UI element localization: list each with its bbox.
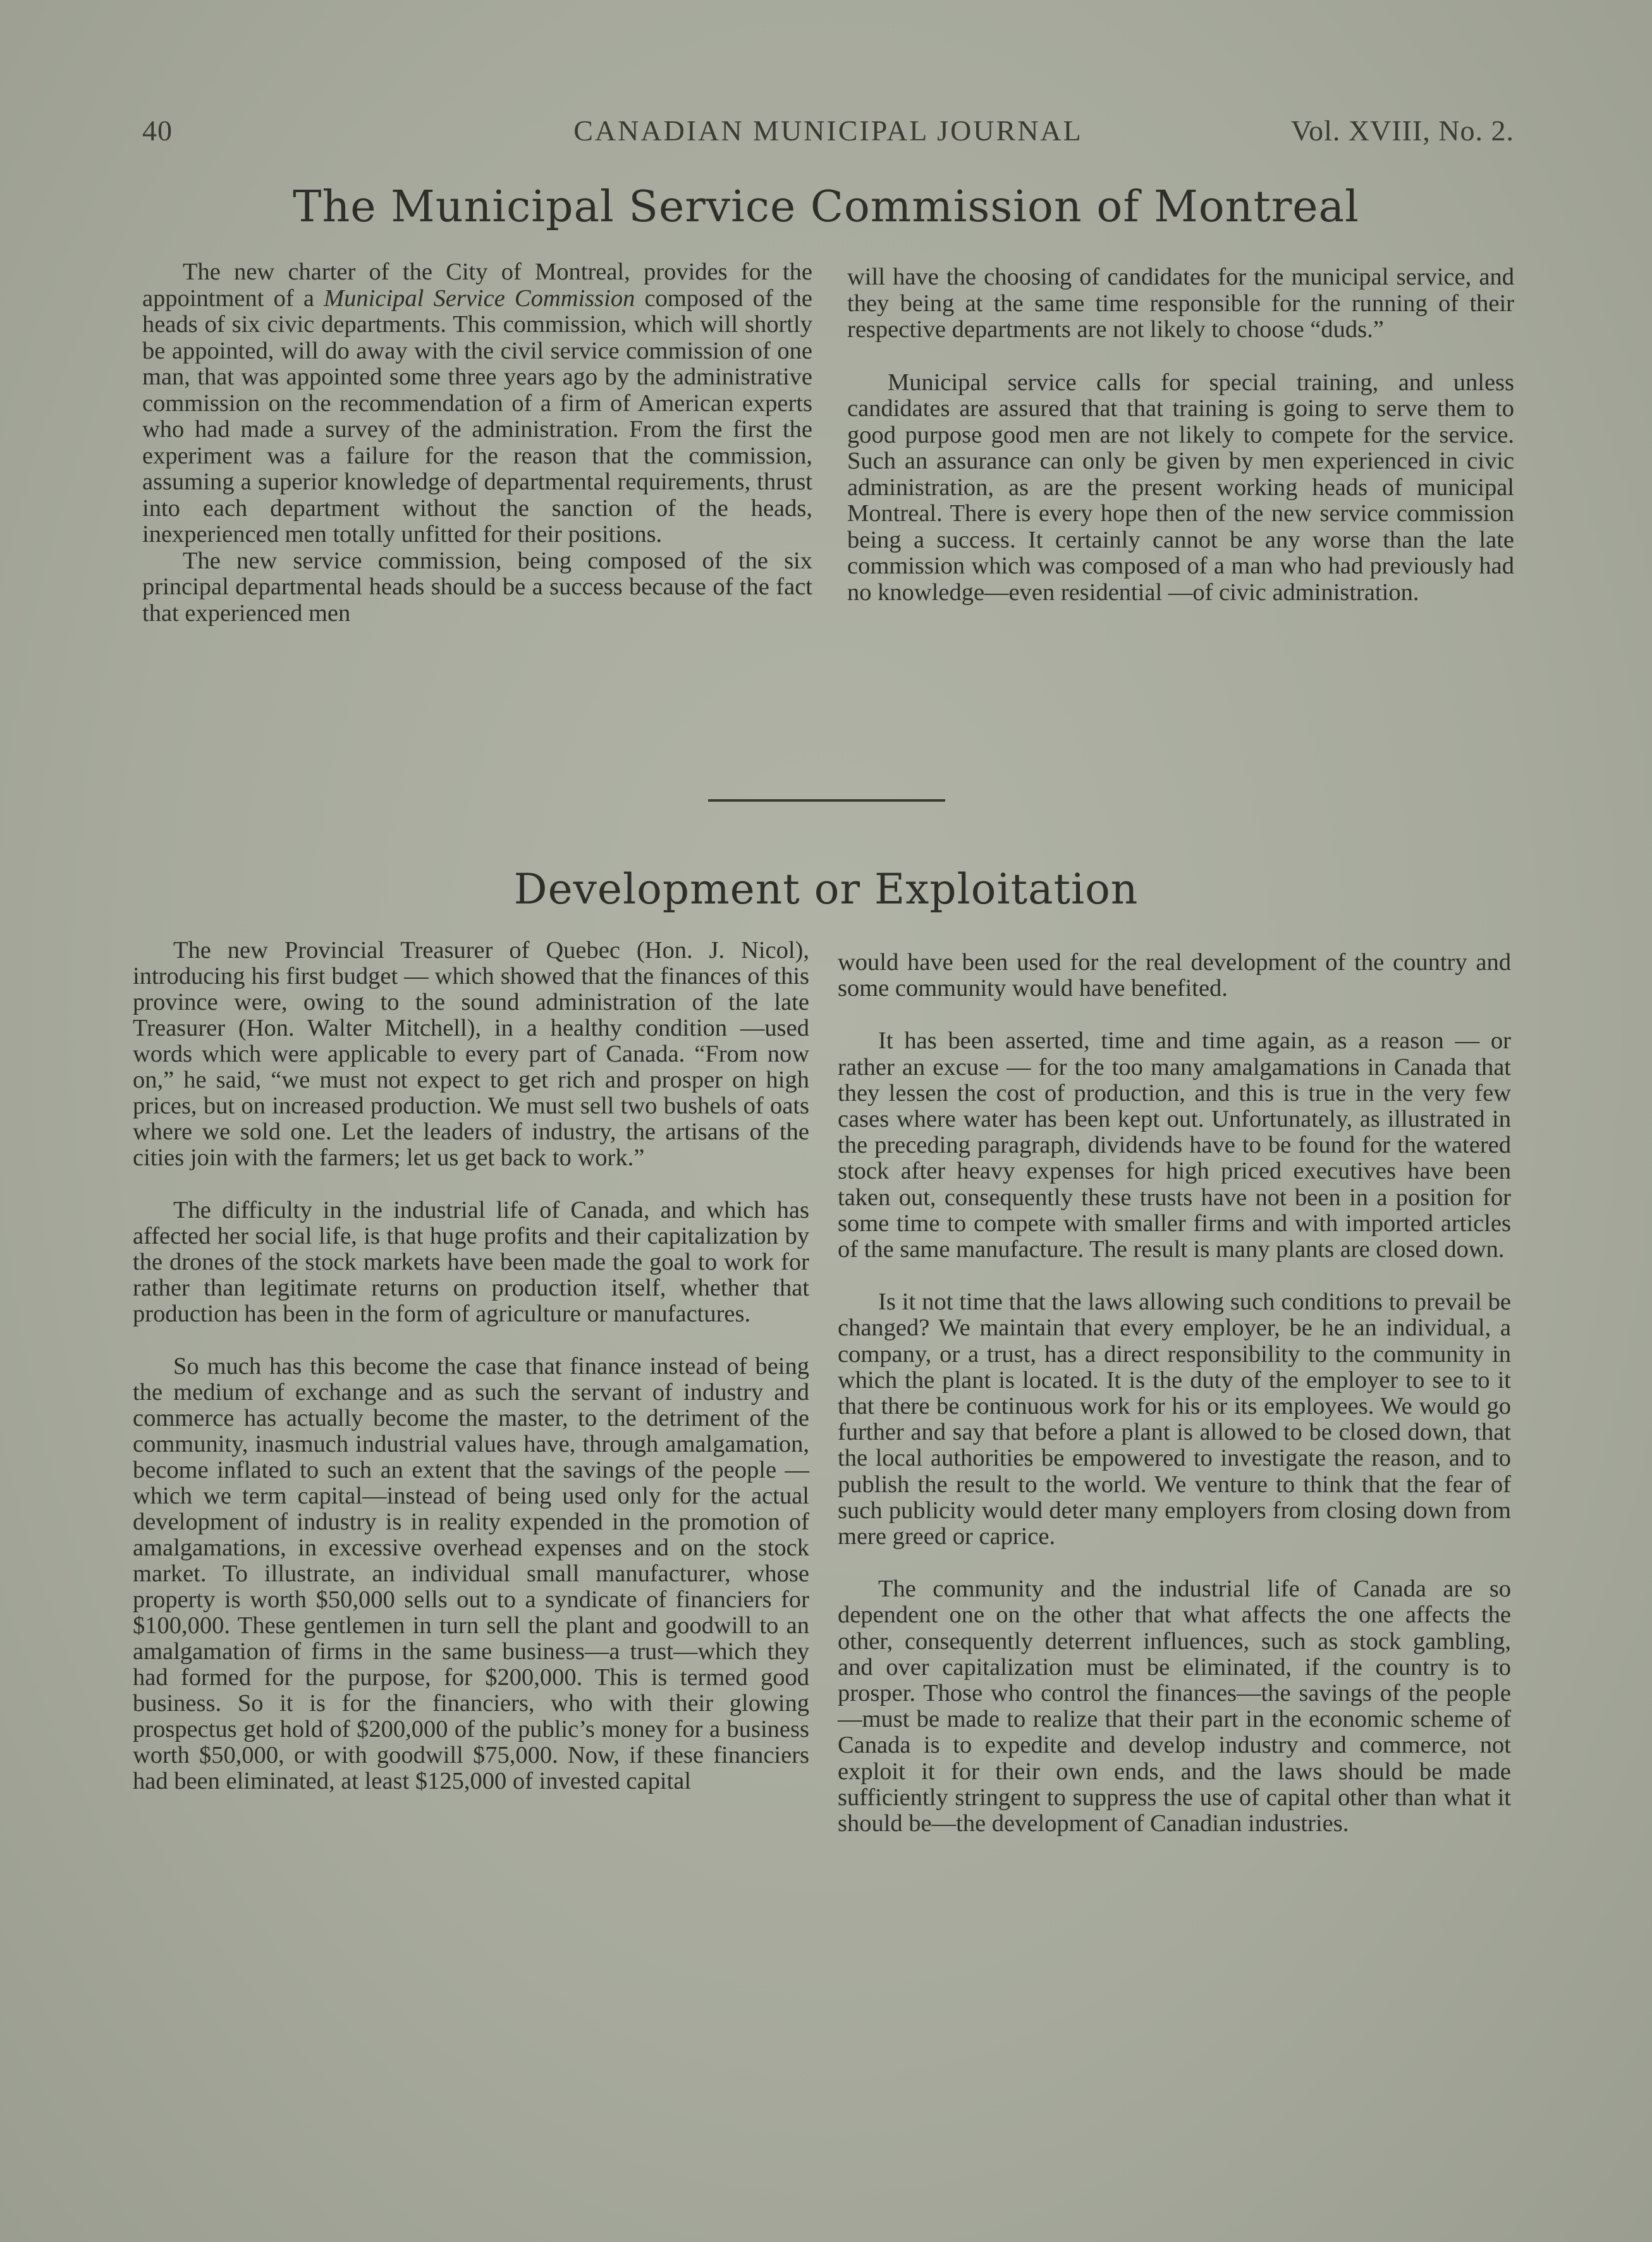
volume-number: Vol. XVIII, No. 2. xyxy=(1290,114,1514,147)
article2-column-left xyxy=(133,938,809,1794)
article-title-development: Development or Exploitation xyxy=(513,865,1139,914)
running-header xyxy=(142,114,1514,158)
article2-column-right xyxy=(838,950,1511,1837)
article2-paragraph-5: It has been asserted, time and time again, as a reason — or rather an excuse — for the too many amalgamations in Canada that they lessen the cost of production, and this is true in the very few cases where water has been kept out. Unfortunately, as illustrated in the preceding paragraph, dividends have to be found for the watered stock after heavy expenses for high priced executives have been taken out, consequently these trusts have not been in a position for some time to compete with smaller firms and with imported articles of the same manufacture. The result is many plants are closed down. xyxy=(838,1027,1511,1263)
article2-paragraph-4: would have been used for the real development of the country and some community would have benefited. xyxy=(838,949,1511,1002)
article1-paragraph-2: The new service commission, being composed of the six principal departmental heads should be a success because of the fact that experienced men xyxy=(142,547,812,627)
article2-paragraph-2: The difficulty in the industrial life of Canada, and which has affected her social life, is that huge profits and their capitalization by the drones of the stock markets have been made the goal to work for rather than legitimate returns on production itself, whether that production has been in the form of agriculture or manufactures. xyxy=(133,1197,809,1327)
journal-title: CANADIAN MUNICIPAL JOURNAL xyxy=(573,114,1083,147)
article1-paragraph-3: will have the choosing of candidates for the municipal service, and they being at the same time responsible for the running of their respective departments are not likely to choose “duds.” xyxy=(847,264,1514,343)
article1-paragraph-1 xyxy=(142,259,812,548)
article1-italic-term: Municipal Service Commission xyxy=(324,285,635,312)
page-number: 40 xyxy=(142,114,173,147)
article2-paragraph-1: The new Provincial Treasurer of Quebec (Hon. J. Nicol), introducing his first budget — which showed that the finances of this province were, owing to the sound administration of the late Treasurer (Hon. Walter Mitchell), in a healthy condition —used words which were applicable to every part of Canada. “From now on,” he said, “we must not expect to get rich and prosper on high prices, but on increased production. We must sell two bushels of oats where we sold one. Let the leaders of industry, the artisans of the cities join with the farmers; let us get back to work.” xyxy=(133,937,809,1171)
article2-paragraph-7: The community and the industrial life of Canada are so dependent one on the other that what affects the one affects the other, consequently deterrent influences, such as stock gambling, and over capitalization must be eliminated, if the country is to prosper. Those who control the finances—the savings of the people—must be made to realize that their part in the economic scheme of Canada is to expedite and develop industry and commerce, not exploit it for their own ends, and the laws should be made sufficiently stringent to suppress the use of capital other than what it should be—the development of Canadian industries. xyxy=(838,1576,1511,1837)
article1-text: composed of the heads of six civic departments. This commission, which will shortly be appointed, will do away with the civil service commission of one man, that was appointed some three years ago by the administrative commission on the recommendation of a firm of American experts who had made a survey of the administration. From the first the experiment was a failure for the reason that the commission, assuming a superior knowledge of departmental requirements, thrust into each department without the sanction of the heads, inexperienced men totally unfitted for their positions. xyxy=(142,285,812,548)
article-title-municipal-service: The Municipal Service Commission of Montreal xyxy=(293,182,1359,232)
article1-column-left xyxy=(142,259,812,627)
article2-paragraph-6: Is it not time that the laws allowing such conditions to prevail be changed? We maintain that every employer, be he an individual, a company, or a trust, has a direct responsibility to the community in which the plant is located. It is the duty of the employer to see to it that there be continuous work for his or its employees. We would go further and say that before a plant is allowed to be closed down, that the local authorities be empowered to investigate the reason, and to publish the result to the world. We venture to think that the fear of such publicity would deter many employers from closing down from mere greed or caprice. xyxy=(838,1289,1511,1550)
article1-column-right xyxy=(847,264,1514,606)
article2-paragraph-3: So much has this become the case that finance instead of being the medium of exchange and as such the servant of industry and commerce has actually become the master, to the detriment of the community, inasmuch industrial values have, through amalgamation, become inflated to such an extent that the savings of the people — which we term capital—instead of being used only for the actual development of industry is in reality expended in the promotion of amalgamations, in excessive overhead expenses and on the stock market. To illustrate, an individual small manufacturer, whose property is worth $50,000 sells out to a syndicate of financiers for $100,000. These gentlemen in turn sell the plant and goodwill to an amalgamation of firms in the same business—a trust—which they had formed for the purpose, for $200,000. This is termed good business. So it is for the financiers, who with their glowing prospectus get hold of $200,000 of the public’s money for a business worth $50,000, or with goodwill $75,000. Now, if these financiers had been eliminated, at least $125,000 of invested capital xyxy=(133,1353,809,1794)
article1-paragraph-4: Municipal service calls for special training, and unless candidates are assured that that training is going to serve them to good purpose good men are not likely to compete for the service. Such an assurance can only be given by men experienced in civic administration, as are the present working heads of municipal Montreal. There is every hope then of the new service commission being a success. It certainly cannot be any worse than the late commission which was composed of a man who had previously had no knowledge—even residential —of civic administration. xyxy=(847,369,1514,606)
section-divider xyxy=(708,799,945,802)
article1-text: The new charter of the City of Montreal, provides for the appointment of a xyxy=(142,259,812,312)
